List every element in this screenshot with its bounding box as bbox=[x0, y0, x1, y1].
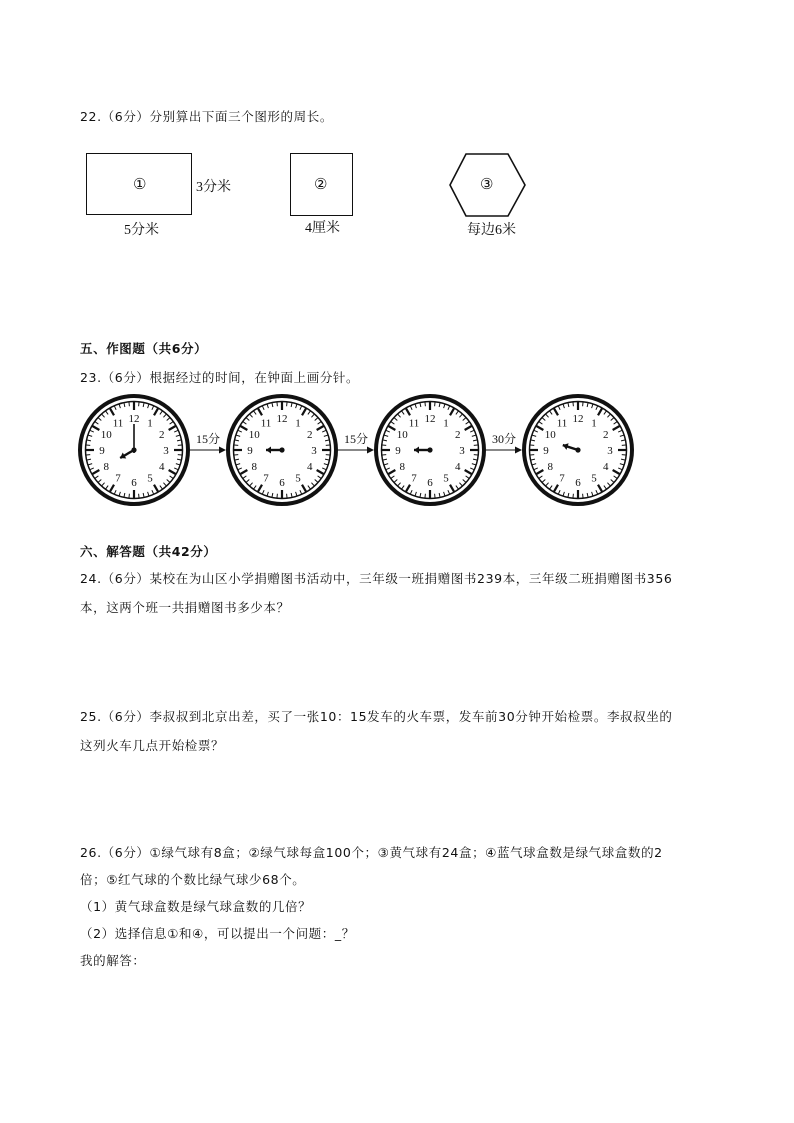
clock-3-number: 7 bbox=[411, 472, 417, 485]
clock-3-number: 3 bbox=[459, 445, 465, 457]
section-5-title: 五、作图题（共6分） bbox=[80, 341, 208, 356]
clock-4-number: 2 bbox=[602, 429, 609, 441]
question-26-sub-1: （1）黄气球盒数是绿气球盒数的几倍？ bbox=[80, 899, 312, 914]
clock-1-number: 8 bbox=[103, 461, 110, 473]
clock-2-number: 8 bbox=[251, 461, 258, 473]
clock-2-number: 5 bbox=[295, 472, 301, 485]
clocks-figure bbox=[76, 392, 646, 508]
question-26-line-1: 26.（6分）①绿气球有8盒；②绿气球每盒100个；③黄气球有24盒；④蓝气球盒数是绿气球盒数的2 bbox=[80, 845, 663, 860]
clock-1-number: 5 bbox=[147, 472, 153, 485]
clock-2-number: 10 bbox=[248, 429, 260, 441]
clock-2-number: 3 bbox=[311, 445, 317, 457]
clock-4-number: 10 bbox=[544, 429, 556, 441]
clock-3-number: 5 bbox=[443, 472, 449, 485]
question-22-text: 22.（6分）分别算出下面三个图形的周长。 bbox=[80, 109, 333, 124]
clock-2-number: 2 bbox=[306, 429, 313, 441]
shape-1-mark: ① bbox=[133, 177, 147, 193]
clock-3-number: 1 bbox=[443, 417, 449, 430]
question-24-line-1: 24.（6分）某校在为山区小学捐赠图书活动中，三年级一班捐赠图书239本，三年级二班捐赠图书356 bbox=[80, 571, 673, 586]
clock-1-number: 3 bbox=[163, 445, 169, 457]
clock-2-center-dot bbox=[279, 447, 284, 452]
question-25-line-2: 这列火车几点开始检票？ bbox=[80, 738, 225, 753]
clock-1-number: 1 bbox=[147, 417, 153, 430]
shape-2-mark: ② bbox=[314, 177, 328, 193]
section-6-title: 六、解答题（共42分） bbox=[80, 544, 217, 559]
clock-1-number: 12 bbox=[128, 413, 140, 425]
clock-1-number: 7 bbox=[115, 472, 121, 485]
clock-3-number: 6 bbox=[427, 477, 433, 489]
shape-3-mark: ③ bbox=[480, 177, 494, 193]
answer-label: 我的解答： bbox=[80, 953, 146, 968]
clock-2-number: 1 bbox=[295, 417, 301, 430]
arrow-1-label: 15分 bbox=[195, 432, 221, 446]
arrow-3-head bbox=[515, 447, 522, 454]
clock-3-number: 12 bbox=[424, 413, 436, 425]
shape-1-side-label: 3分米 bbox=[196, 180, 231, 195]
arrow-1-head bbox=[219, 447, 226, 454]
shape-3-bottom-label: 每边6米 bbox=[467, 223, 516, 238]
clock-3-number: 4 bbox=[454, 461, 461, 473]
clock-3-number: 8 bbox=[399, 461, 406, 473]
arrow-3-label: 30分 bbox=[491, 432, 517, 446]
clock-4-number: 9 bbox=[543, 445, 549, 457]
clock-3-number: 10 bbox=[396, 429, 408, 441]
clock-4-number: 5 bbox=[591, 472, 597, 485]
question-26-sub-2: （2）选择信息①和④，可以提出一个问题：_？ bbox=[80, 926, 355, 941]
clock-1-number: 4 bbox=[158, 461, 165, 473]
clock-3-center-dot bbox=[427, 447, 432, 452]
shape-2-bottom-label: 4厘米 bbox=[305, 221, 340, 236]
question-24-line-2: 本，这两个班一共捐赠图书多少本？ bbox=[80, 600, 290, 615]
clock-4-number: 7 bbox=[559, 472, 565, 485]
clock-4-number: 3 bbox=[607, 445, 613, 457]
clock-1-number: 11 bbox=[112, 417, 124, 430]
clock-1-number: 2 bbox=[158, 429, 165, 441]
clock-2-number: 11 bbox=[260, 417, 272, 430]
question-25-line-1: 25.（6分）李叔叔到北京出差，买了一张10：15发车的火车票，发车前30分钟开始检票。李叔叔坐的 bbox=[80, 709, 673, 724]
question-26-line-2: 倍；⑤红气球的个数比绿气球少68个。 bbox=[80, 872, 306, 887]
question-23-text: 23.（6分）根据经过的时间，在钟面上画分针。 bbox=[80, 370, 360, 385]
clock-2-number: 12 bbox=[276, 413, 288, 425]
clock-4-number: 6 bbox=[575, 477, 581, 489]
clock-4-number: 1 bbox=[591, 417, 597, 430]
arrow-2-label: 15分 bbox=[343, 432, 369, 446]
clock-2-number: 7 bbox=[263, 472, 269, 485]
clock-3-number: 11 bbox=[408, 417, 420, 430]
clock-4-number: 8 bbox=[547, 461, 554, 473]
clock-4-number: 12 bbox=[572, 413, 584, 425]
clock-2-number: 6 bbox=[279, 477, 285, 489]
clock-2-number: 9 bbox=[247, 445, 253, 457]
clock-3-number: 2 bbox=[454, 429, 461, 441]
clock-1-center-dot bbox=[131, 447, 136, 452]
shape-1-bottom-label: 5分米 bbox=[124, 223, 159, 238]
clock-2-number: 4 bbox=[306, 461, 313, 473]
clock-1-number: 6 bbox=[131, 477, 137, 489]
arrow-2-head bbox=[367, 447, 374, 454]
clock-4-center-dot bbox=[575, 447, 580, 452]
clock-4-number: 4 bbox=[602, 461, 609, 473]
clock-4-number: 11 bbox=[556, 417, 568, 430]
clock-1-number: 9 bbox=[99, 445, 105, 457]
clock-3-number: 9 bbox=[395, 445, 401, 457]
clock-1-number: 10 bbox=[100, 429, 112, 441]
